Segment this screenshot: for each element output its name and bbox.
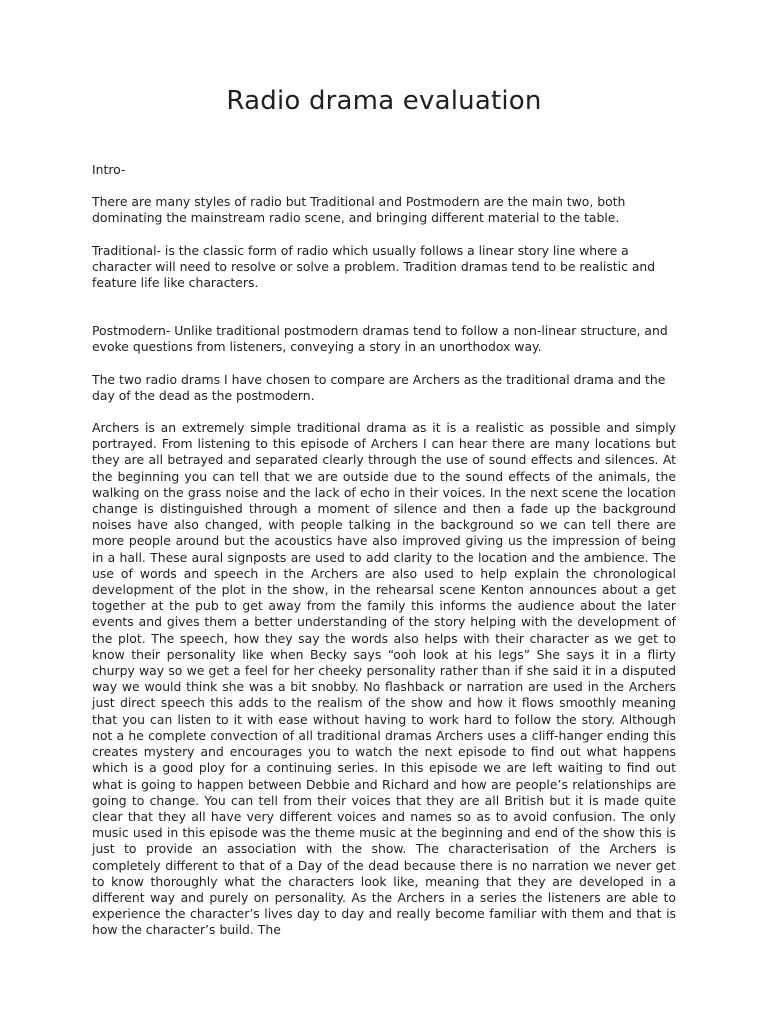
paragraph-archers-analysis: Archers is an extremely simple traditional drama as it is a realistic as possible and simply portrayed. From listening to this episode of Archers I can hear there are many locations but they are all betrayed and separated clearly through the use of sound effects and silences. At the beginning you can tell that we are outside due to the sound effects of the animals, the walking on the grass noise and the lack of echo in their voices. In the next scene the location change is distinguished through a moment of silence and then a fade up the background noises have also changed, with people talking in the background so we can tell there are more people around but the acoustics have also improved giving us the impression of being in a hall. These aural signposts are used to add clarity to the location and the ambience. The use of words and speech in the Archers are also used to help explain the chronological development of the plot in the show, in the rehearsal scene Kenton announces about a get together at the pub to get away from the family this informs the audience about the later events and gives them a better understanding of the story helping with the development of the plot. The speech, how they say the words also helps with their character as we get to know their personality like when Becky says “ooh look at his legs” She says it in a flirty churpy way so we get a feel for her cheeky personality rather than if she said it in a disputed way we would think she was a bit snobby. No flashback or narration are used in the Archers just direct speech this adds to the realism of the show and how it flows smoothly meaning that you can listen to it with ease without having to work hard to follow the story. Although not a he complete convection of all traditional dramas Archers uses a cliff-hanger ending this creates mystery and encourages you to watch the next episode to find out what happens which is a good ploy for a continuing series. In this episode we are left waiting to find out what is going to happen between Debbie and Richard and how are people’s relationships are going to change. You can tell from their voices that they are all British but it is made quite clear that they all have very different voices and names so as to avoid confusion. The only music used in this episode was the theme music at the beginning and end of the show this is just to provide an association with the show. The characterisation of the Archers is completely different to that of a Day of the dead because there is no narration we never get to know thoroughly what the characters look like, meaning that they are developed in a different way and purely on personality. As the Archers in a series the listeners are able to experience the character’s lives day to day and really become familiar with them and that is how the character’s build. The bbox=[92, 420, 676, 938]
paragraph-intro-label: Intro- bbox=[92, 162, 126, 177]
paragraph-chosen-dramas: The two radio drams I have chosen to compare are Archers as the traditional drama and the day of the dead as the postmodern. bbox=[92, 371, 666, 403]
document-body bbox=[92, 162, 676, 955]
paragraph-traditional: Traditional- is the classic form of radio which usually follows a linear story line where a character will need to resolve or solve a problem. Tradition dramas tend to be realistic and feature life like characters. bbox=[92, 242, 656, 291]
paragraph-postmodern: Postmodern- Unlike traditional postmodern dramas tend to follow a non-linear structure, and evoke questions from listeners, conveying a story in an unorthodox way. bbox=[92, 323, 668, 355]
document-title: Radio drama evaluation bbox=[226, 86, 542, 116]
paragraph-intro: There are many styles of radio but Traditional and Postmodern are the main two, both dominating the mainstream radio scene, and bringing different material to the table. bbox=[92, 194, 626, 226]
